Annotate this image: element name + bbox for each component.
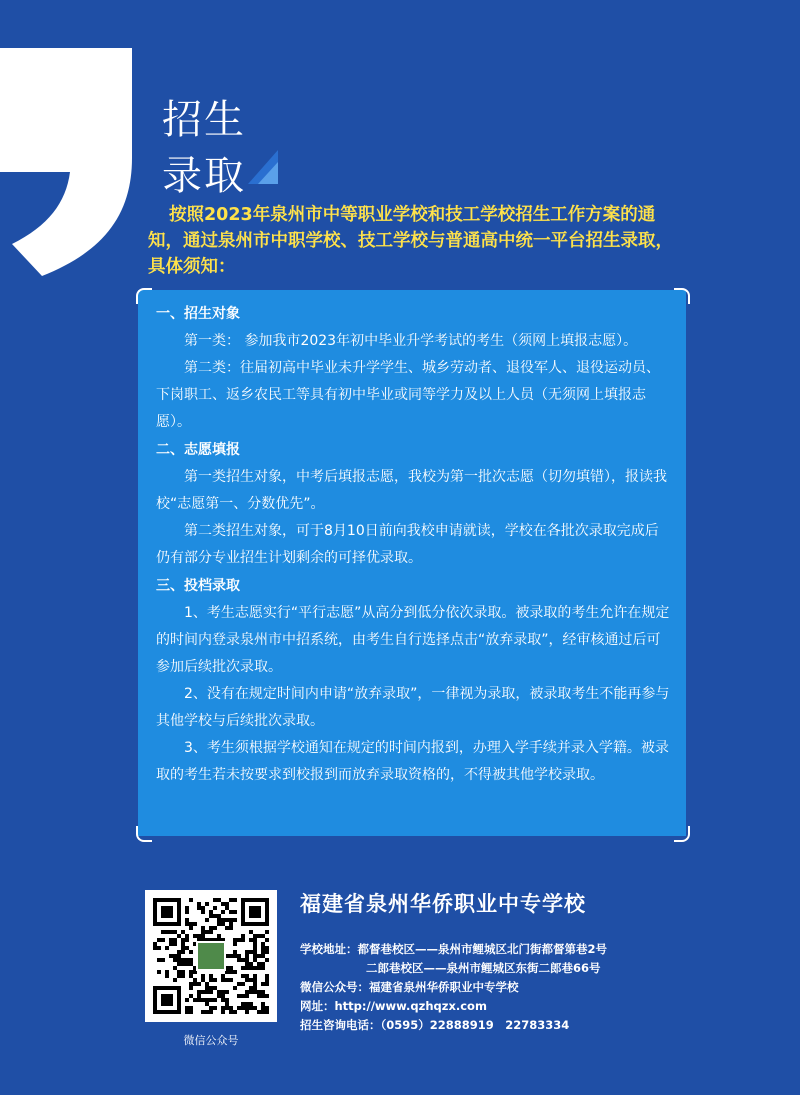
section-paragraph: 第二类招生对象，可于8月10日前向我校申请就读，学校在各批次录取完成后仍有部分专业招生计划剩余的可择优录取。 xyxy=(156,523,659,566)
panel-corner-bracket xyxy=(136,288,152,304)
quote-mark-decoration xyxy=(0,48,132,278)
panel-corner-bracket xyxy=(136,826,152,842)
section-enrollment-target xyxy=(156,300,670,436)
school-name: 福建省泉州华侨职业中专学校 xyxy=(300,892,586,916)
info-panel xyxy=(138,290,686,836)
panel-corner-bracket xyxy=(674,826,690,842)
section-title: 三、投档录取 xyxy=(156,578,240,594)
section-application xyxy=(156,436,670,572)
section-paragraph: 3、考生须根据学校通知在规定的时间内报到，办理入学手续并录入学籍。被录取的考生若未按要求到校报到而放弃录取资格的，不得被其他学校录取。 xyxy=(156,740,669,783)
intro-text: 按照2023年泉州市中等职业学校和技工学校招生工作方案的通知，通过泉州市中职学校、技工学校与普通高中统一平台招生录取，具体须知： xyxy=(148,205,673,277)
page-title xyxy=(162,92,246,204)
phone-numbers: 招生咨询电话：（0595）22888919 22783334 xyxy=(300,1018,570,1032)
title-corner-decoration xyxy=(248,150,278,184)
section-title: 二、志愿填报 xyxy=(156,442,240,458)
title-line-2: 录取 xyxy=(162,153,246,199)
section-paragraph: 2、没有在规定时间内申请“放弃录取”，一律视为录取，被录取考生不能再参与其他学校与后续批次录取。 xyxy=(156,686,670,729)
contact-info xyxy=(300,940,607,1035)
section-admission xyxy=(156,572,670,789)
wechat-account: 微信公众号：福建省泉州华侨职业中专学校 xyxy=(300,980,519,994)
title-line-1: 招生 xyxy=(162,97,246,143)
qr-caption: 微信公众号 xyxy=(183,1034,239,1047)
section-paragraph: 第二类：往届初高中毕业未升学学生、城乡劳动者、退役军人、退役运动员、下岗职工、返乡农民工等具有初中毕业或同等学力及以上人员（无须网上填报志愿）。 xyxy=(156,360,660,430)
website-link[interactable]: 网址：http://www.qzhqzx.com xyxy=(300,999,487,1013)
address-line-1: 学校地址：都督巷校区——泉州市鲤城区北门街都督第巷2号 xyxy=(300,942,607,956)
section-paragraph: 第一类招生对象，中考后填报志愿，我校为第一批次志愿（切勿填错），报读我校“志愿第一、分数优先”。 xyxy=(156,469,667,512)
section-paragraph: 第一类： 参加我市2023年初中毕业升学考试的考生（须网上填报志愿）。 xyxy=(184,333,638,349)
wechat-qr-code xyxy=(145,890,277,1022)
panel-corner-bracket xyxy=(674,288,690,304)
address-line-2: 二郎巷校区——泉州市鲤城区东街二郎巷66号 xyxy=(366,961,601,975)
section-title: 一、招生对象 xyxy=(156,306,240,322)
section-paragraph: 1、考生志愿实行“平行志愿”从高分到低分依次录取。被录取的考生允许在规定的时间内登录泉州市中招系统，由考生自行选择点击“放弃录取”，经审核通过后可参加后续批次录取。 xyxy=(156,605,670,675)
